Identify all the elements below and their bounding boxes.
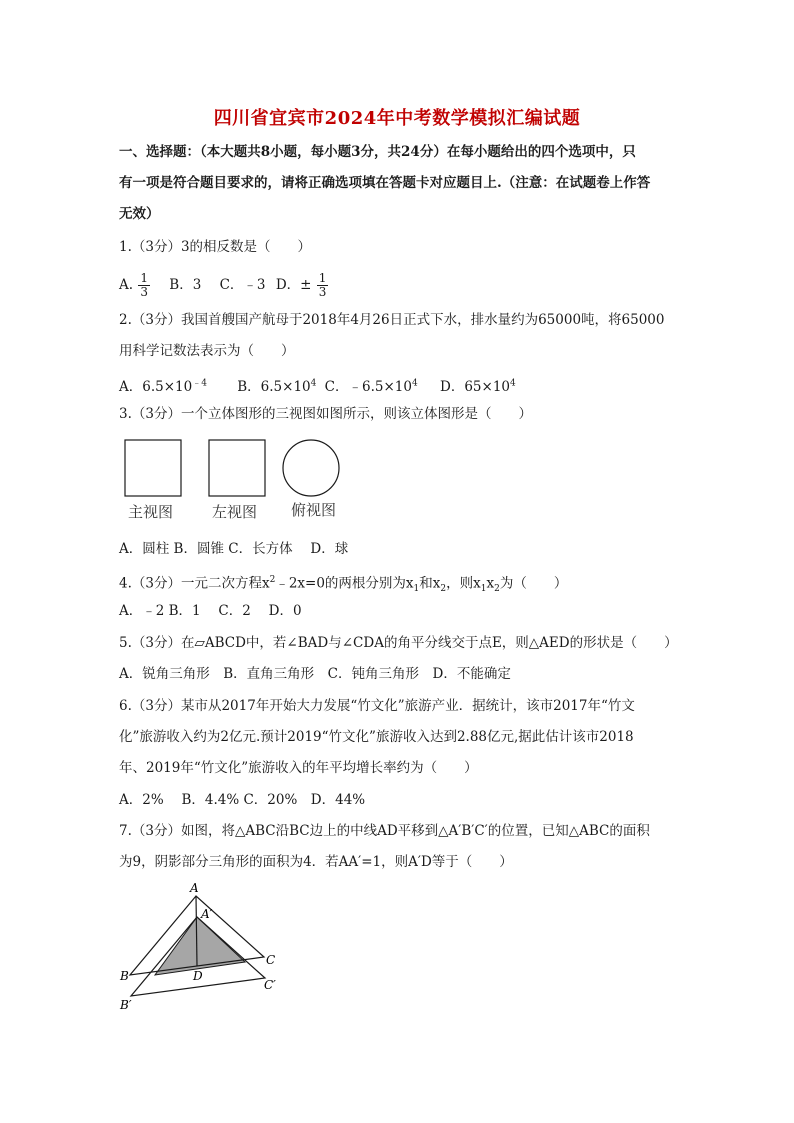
q1-option-d-fraction <box>317 272 329 299</box>
label-d: D <box>193 969 203 983</box>
q2-option-d: D．$65\times 10^4$ <box>440 378 516 395</box>
label-b: B <box>120 969 129 983</box>
section-header-line-3: 无效） <box>119 206 160 222</box>
front-view-label: 主视图 <box>128 503 174 521</box>
q1-option-d-label: D．± <box>275 277 312 293</box>
q2-option-c: C．$﹣6.5\times 10^4$ <box>324 378 418 395</box>
q1-d-denominator: 3 <box>318 285 327 299</box>
question-6-stem-line-2: 化”旅游收入约为2亿元.预计2019“竹文化”旅游收入达到2.88亿元,据此估计该市2018 <box>119 729 634 745</box>
label-a: A <box>190 881 199 895</box>
question-2-options <box>119 373 679 397</box>
q1-option-c: C．﹣3 <box>219 277 266 293</box>
top-view-label: 俯视图 <box>291 501 337 519</box>
shaded-overlap-triangle <box>155 917 245 975</box>
question-4-stem: 4.（3分）一元二次方程$x^2﹣2x=0$的两根分别为$x_1$和$x_2$，则$x_1x_2$为（ ） <box>119 575 568 595</box>
question-2-stem-line-1: 2.（3分）我国首艘国产航母于2018年4月26日正式下水，排水量约为65000吨，将65000 <box>119 312 665 328</box>
question-5-stem: 5.（3分）在▱ABCD中，若∠BAD与∠CDA的角平分线交于点E，则△AED的形状是（ ） <box>119 635 678 651</box>
q1-option-a-fraction <box>138 272 150 299</box>
side-view-square <box>209 440 265 496</box>
side-view-label: 左视图 <box>212 503 258 521</box>
q2-option-a: A．$6.5\times 10^{﹣4}$ <box>119 378 207 395</box>
question-1-stem: 1.（3分）3的相反数是（ ） <box>119 239 312 255</box>
label-b-prime: B′ <box>120 998 132 1012</box>
question-6-options: A．2% B．4.4% C．20% D．44% <box>119 792 366 808</box>
question-3-options: A．圆柱 B．圆锥 C．长方体 D．球 <box>119 541 349 557</box>
section-header-line-2: 有一项是符合题目要求的，请将正确选项填在答题卡对应题目上.（注意：在试题卷上作答 <box>119 175 651 191</box>
translation-triangle-figure <box>110 880 300 1015</box>
question-5-options: A．锐角三角形 B．直角三角形 C．钝角三角形 D．不能确定 <box>119 666 511 682</box>
question-4-options: A．﹣2 B．1 C．2 D．0 <box>119 603 302 619</box>
q1-a-denominator: 3 <box>140 285 148 299</box>
label-c-prime: C′ <box>264 978 276 992</box>
q1-option-a-label: A. <box>119 277 134 293</box>
q1-d-numerator: 1 <box>318 271 327 285</box>
question-6-stem-line-3: 年、2019年“竹文化”旅游收入的年平均增长率约为（ ） <box>119 760 478 776</box>
document-title: 四川省宜宾市2024年中考数学模拟汇编试题 <box>213 108 581 129</box>
q2-option-b: B．$6.5\times 10^4$ <box>237 378 317 395</box>
front-view-square <box>125 440 181 496</box>
q1-option-b: B．3 <box>169 277 202 293</box>
label-c: C <box>266 953 276 967</box>
question-1-options <box>119 272 679 299</box>
top-view-circle <box>283 440 339 496</box>
question-2-stem-line-2: 用科学记数法表示为（ ） <box>119 343 295 359</box>
question-7-stem-line-1: 7.（3分）如图，将△ABC沿BC边上的中线AD平移到△A′B′C′的位置，已知△ABC的面积 <box>119 823 650 839</box>
question-3-stem: 3.（3分）一个立体图形的三视图如图所示，则该立体图形是（ ） <box>119 406 532 422</box>
question-6-stem-line-1: 6.（3分）某市从2017年开始大力发展“竹文化”旅游产业．据统计，该市2017年“竹文 <box>119 698 635 714</box>
q1-a-numerator: 1 <box>140 271 148 285</box>
question-7-stem-line-2: 为9，阴影部分三角形的面积为4．若AA′=1，则A′D等于（ ） <box>119 854 513 870</box>
section-header-line-1: 一、选择题：（本大题共8小题，每小题3分，共24分）在每小题给出的四个选项中，只 <box>119 144 636 160</box>
label-a-prime: A′ <box>201 907 213 921</box>
